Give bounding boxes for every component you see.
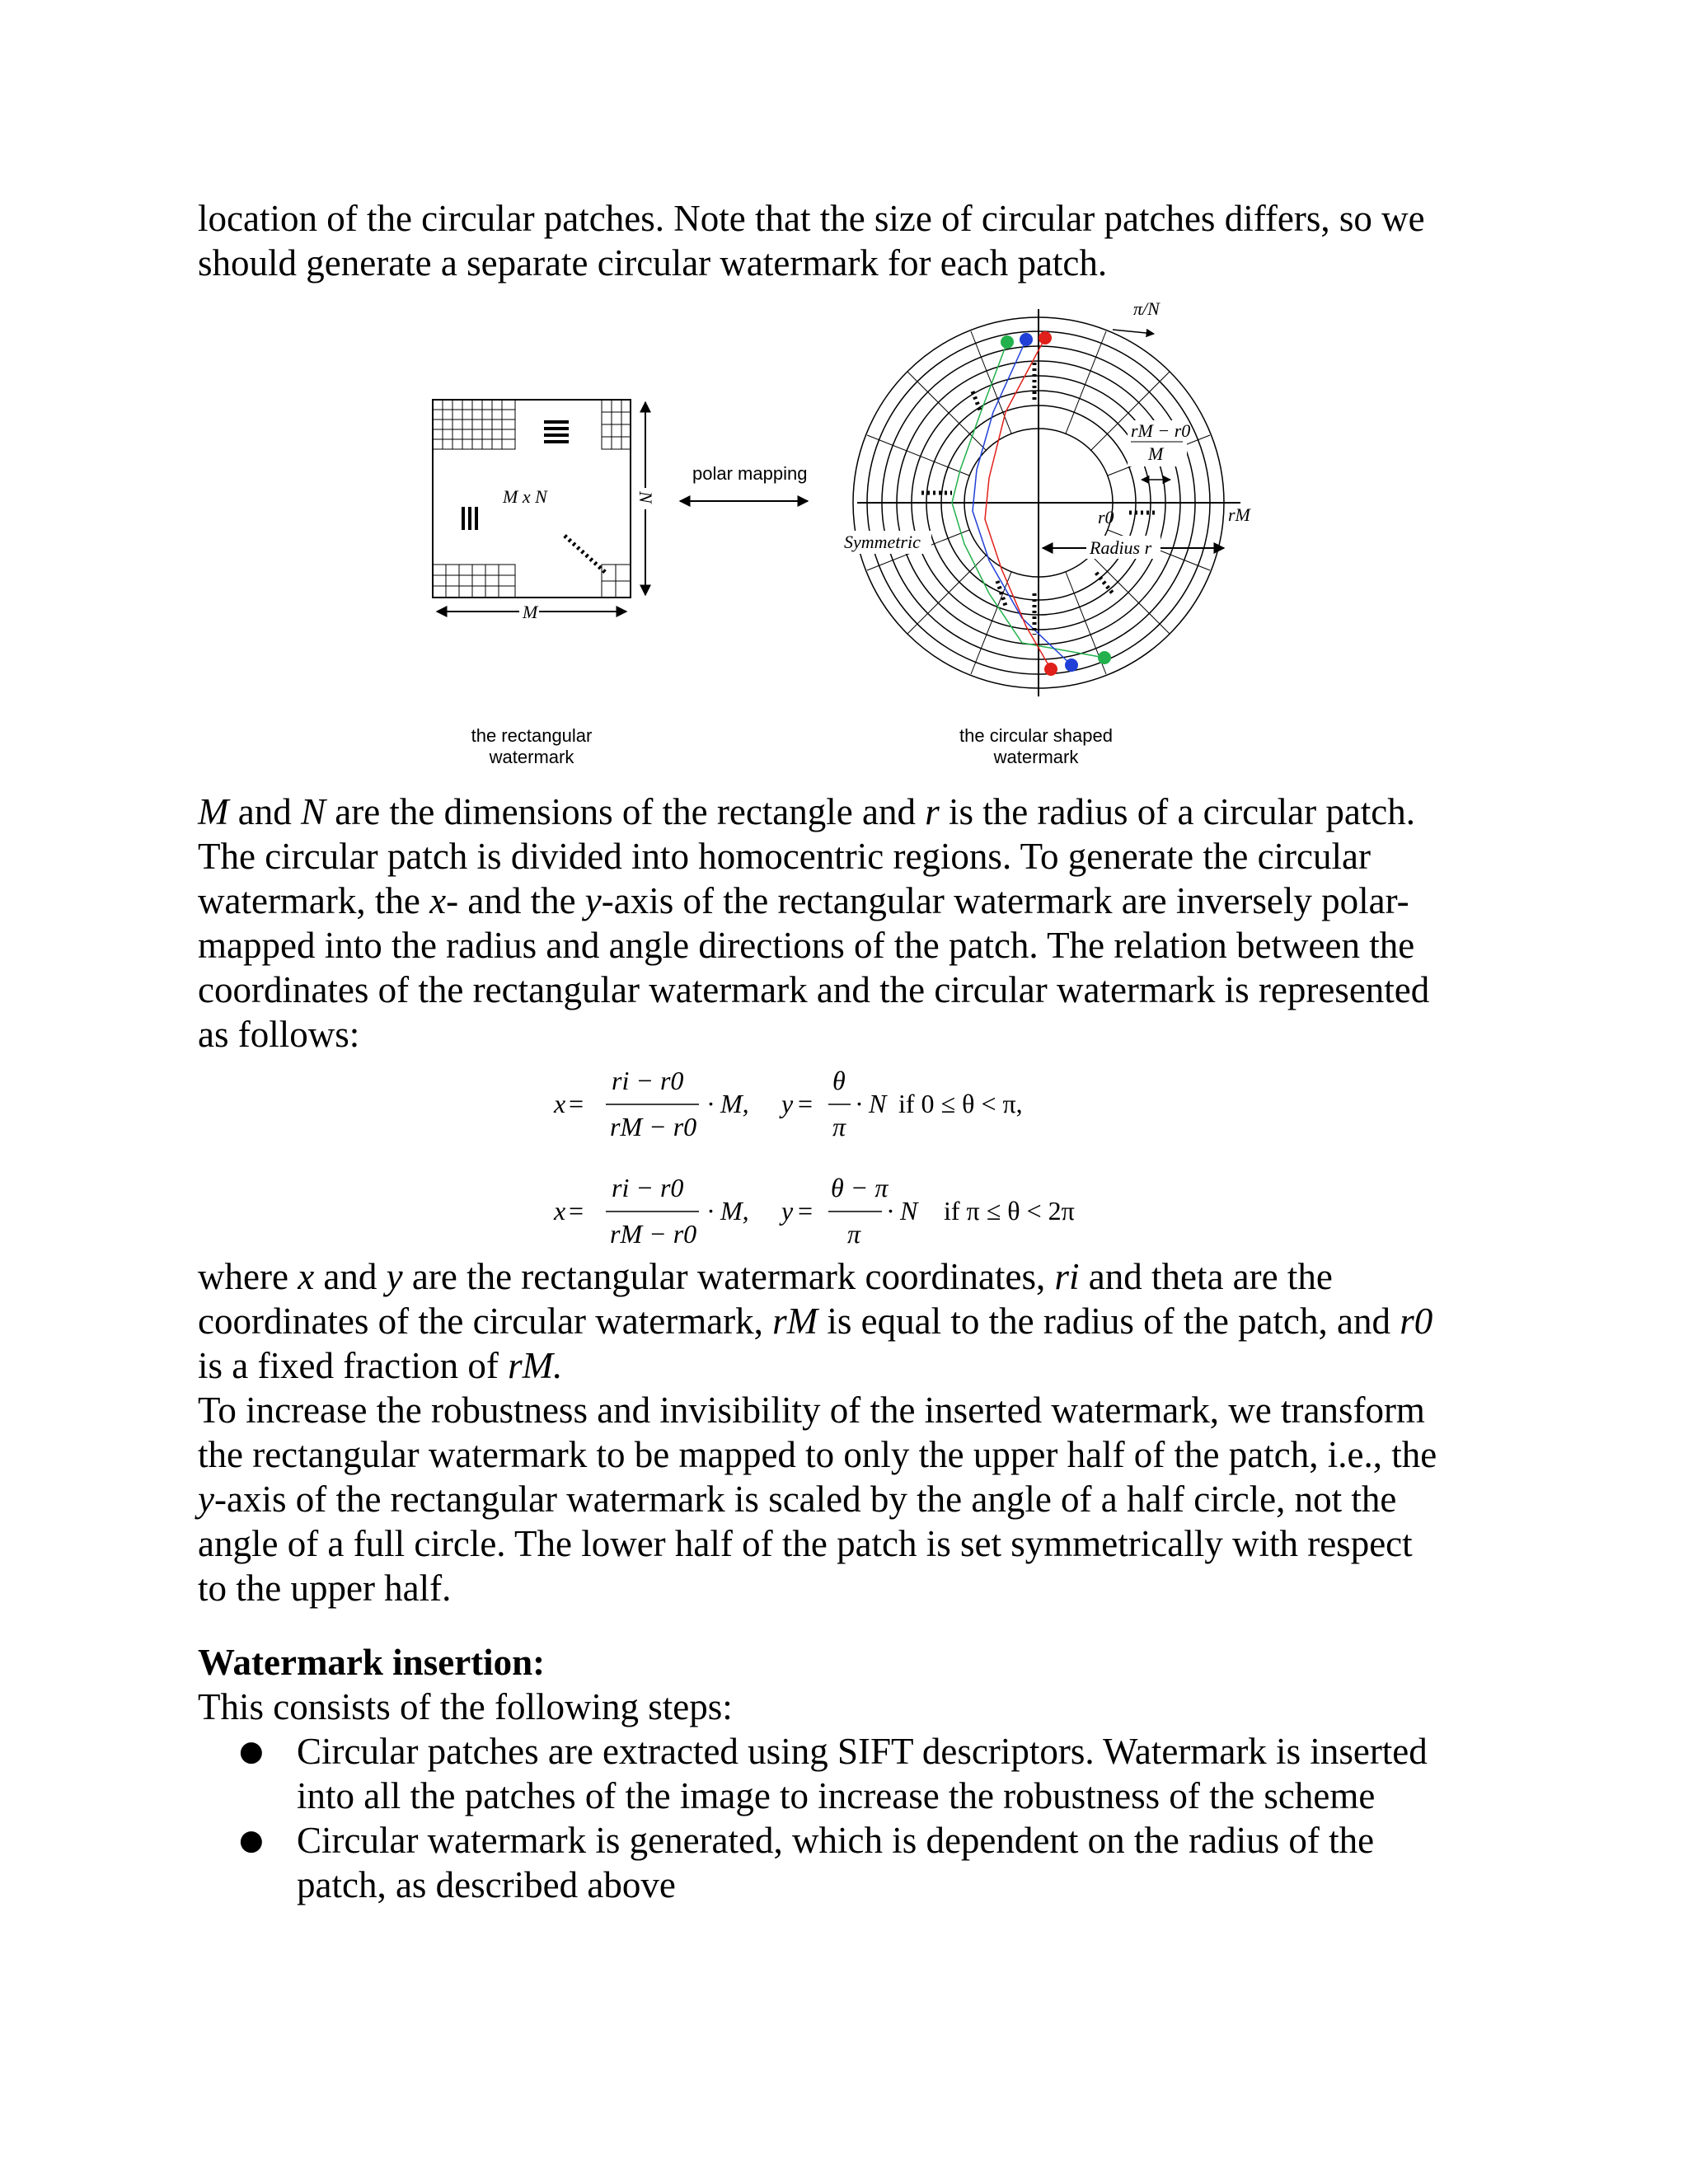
var-x: x <box>298 1256 315 1297</box>
caption-circular: the circular shaped <box>959 725 1113 746</box>
eq-equals: = <box>798 1089 814 1118</box>
section-intro: This consists of the following steps: <box>198 1686 733 1727</box>
bullet-icon: ● <box>239 1824 264 1857</box>
rect-grid-bottom-right <box>602 565 631 598</box>
var-x: x <box>429 880 447 921</box>
var-y: y <box>386 1256 403 1297</box>
blue-sample-dot <box>1065 658 1078 672</box>
eq-times-m: · M, <box>707 1089 749 1118</box>
text-span: are the dimensions of the rectangle and <box>326 791 926 832</box>
var-y: y <box>584 880 602 921</box>
polar-mapping-figure <box>412 297 1294 775</box>
blue-sample-dot <box>1020 333 1033 346</box>
eq-denominator: rM − r0 <box>610 1112 697 1141</box>
red-sample-dot <box>1039 331 1052 344</box>
eq-theta-minus-pi: θ − π <box>831 1173 889 1202</box>
text-span: - and the <box>446 880 585 921</box>
eq-y: y <box>781 1196 794 1226</box>
text-line: into all the patches of the image to increase the robustness of the scheme <box>297 1775 1376 1816</box>
ratio-denominator-label: M <box>1148 443 1164 464</box>
text-span: where <box>198 1256 298 1297</box>
text-span: coordinates of the circular watermark, <box>198 1301 773 1342</box>
text-span: and <box>314 1256 387 1297</box>
rm-minus-r0-label: rM − r0 <box>1131 420 1191 441</box>
circular-watermark <box>853 309 1240 696</box>
eq-x: x <box>554 1196 566 1226</box>
text-line: the rectangular watermark to be mapped to only the upper half of the patch, i.e., the <box>198 1434 1437 1475</box>
text-line <box>198 1477 1517 1521</box>
definition-paragraph <box>198 790 1517 1057</box>
text-line: Circular watermark is generated, which is dependent on the radius of the <box>297 1820 1375 1861</box>
var-m: M <box>198 791 229 832</box>
pi-over-n-arrow <box>1113 330 1154 334</box>
text-span: is the radius of a circular patch. <box>939 791 1416 832</box>
eq-x: x <box>554 1089 566 1118</box>
list-item <box>198 1729 1517 1818</box>
intro-paragraph <box>198 196 1517 285</box>
text-line <box>198 1254 1517 1299</box>
text-line: angle of a full circle. The lower half of the patch is set symmetrically with respect <box>198 1523 1413 1564</box>
matrix-size-label: M x N <box>503 486 547 507</box>
eq-times-n: · N <box>856 1089 887 1118</box>
rectangular-watermark <box>433 400 656 622</box>
text-line: The circular patch is divided into homocentric regions. To generate the circular <box>198 836 1371 877</box>
eq-numerator: ri − r0 <box>612 1173 684 1202</box>
var-y: y <box>198 1479 214 1520</box>
caption-rectangular-2: watermark <box>489 747 574 767</box>
text-span: -axis of the rectangular watermark are inversely polar- <box>601 880 1409 921</box>
text-line: To increase the robustness and invisibility of the inserted watermark, we transform <box>198 1390 1425 1431</box>
eq-equals: = <box>569 1089 584 1118</box>
explanation-paragraph <box>198 1254 1517 1610</box>
var-r: r <box>925 791 940 832</box>
eq-times-n: · N <box>887 1196 918 1226</box>
polar-mapping-arrow <box>680 463 808 501</box>
caption-circular-2: watermark <box>993 747 1079 767</box>
var-ri: ri <box>1054 1256 1080 1297</box>
text-line: location of the circular patches. Note that the size of circular patches differs, so we <box>198 198 1425 239</box>
rect-grid-top-right <box>602 400 631 449</box>
var-rm: rM <box>772 1301 818 1342</box>
text-span: -axis of the rectangular watermark is scaled by the angle of a half circle, not the <box>213 1479 1397 1520</box>
text-span: and theta are the <box>1079 1256 1333 1297</box>
text-span: is a fixed fraction of <box>198 1345 509 1386</box>
rect-diagonal-dots <box>565 536 606 573</box>
radius-label: Radius r <box>1090 537 1152 558</box>
section-heading: Watermark insertion: <box>198 1642 546 1683</box>
eq-equals: = <box>798 1196 814 1226</box>
pi-over-n-label: π/N <box>1133 298 1160 319</box>
text-line: to the upper half. <box>198 1568 452 1609</box>
text-line <box>198 879 1517 923</box>
eq-y: y <box>781 1089 794 1118</box>
text-line: should generate a separate circular watermark for each patch. <box>198 242 1108 284</box>
var-r0: r0 <box>1400 1301 1433 1342</box>
symmetric-label: Symmetric <box>844 532 921 552</box>
rect-grid-bottom-left <box>433 565 515 598</box>
eq-condition: if π ≤ θ < 2π <box>944 1196 1075 1226</box>
steps-list <box>198 1729 1517 1907</box>
list-item <box>198 1818 1517 1907</box>
var-n: N <box>300 791 326 832</box>
text-line <box>198 1299 1517 1343</box>
text-span: is equal to the radius of the patch, and <box>818 1301 1400 1342</box>
text-line: Circular patches are extracted using SIFT descriptors. Watermark is inserted <box>297 1731 1428 1772</box>
caption-rectangular: the rectangular <box>471 725 593 746</box>
circle-dot-marks <box>921 363 1158 635</box>
text-line <box>198 790 1517 834</box>
equation-upper-half <box>0 1047 1688 1170</box>
text-line <box>198 1343 1517 1388</box>
eq-numerator: ri − r0 <box>612 1066 684 1095</box>
var-rm: rM. <box>508 1345 563 1386</box>
green-sample-dot <box>1098 651 1111 664</box>
m-dimension-label: M <box>523 602 538 622</box>
eq-theta: θ <box>832 1066 846 1095</box>
text-span: and <box>228 791 301 832</box>
n-dimension-label: N <box>635 491 656 504</box>
text-span: are the rectangular watermark coordinates, <box>402 1256 1055 1297</box>
green-sample-dot <box>1001 335 1014 349</box>
text-line: patch, as described above <box>297 1864 676 1905</box>
polar-mapping-label: polar mapping <box>692 463 808 484</box>
eq-pi: π <box>847 1219 861 1249</box>
red-sample-dot <box>1044 663 1057 676</box>
eq-denominator: rM − r0 <box>610 1219 697 1249</box>
text-span: watermark, the <box>198 880 430 921</box>
eq-condition: if 0 ≤ θ < π, <box>898 1089 1023 1118</box>
bullet-icon: ● <box>239 1735 264 1768</box>
r0-label: r0 <box>1098 507 1114 527</box>
eq-pi: π <box>832 1112 846 1141</box>
green-mapping-path <box>952 342 1104 658</box>
eq-times-m: · M, <box>707 1196 749 1226</box>
text-line: coordinates of the rectangular watermark and the circular watermark is represented <box>198 969 1430 1010</box>
text-line: as follows: <box>198 1014 360 1055</box>
text-line: mapped into the radius and angle directions of the patch. The relation between the <box>198 925 1415 966</box>
eq-equals: = <box>569 1196 584 1226</box>
rm-label: rM <box>1228 504 1250 525</box>
rect-grid-top-left <box>433 400 515 449</box>
